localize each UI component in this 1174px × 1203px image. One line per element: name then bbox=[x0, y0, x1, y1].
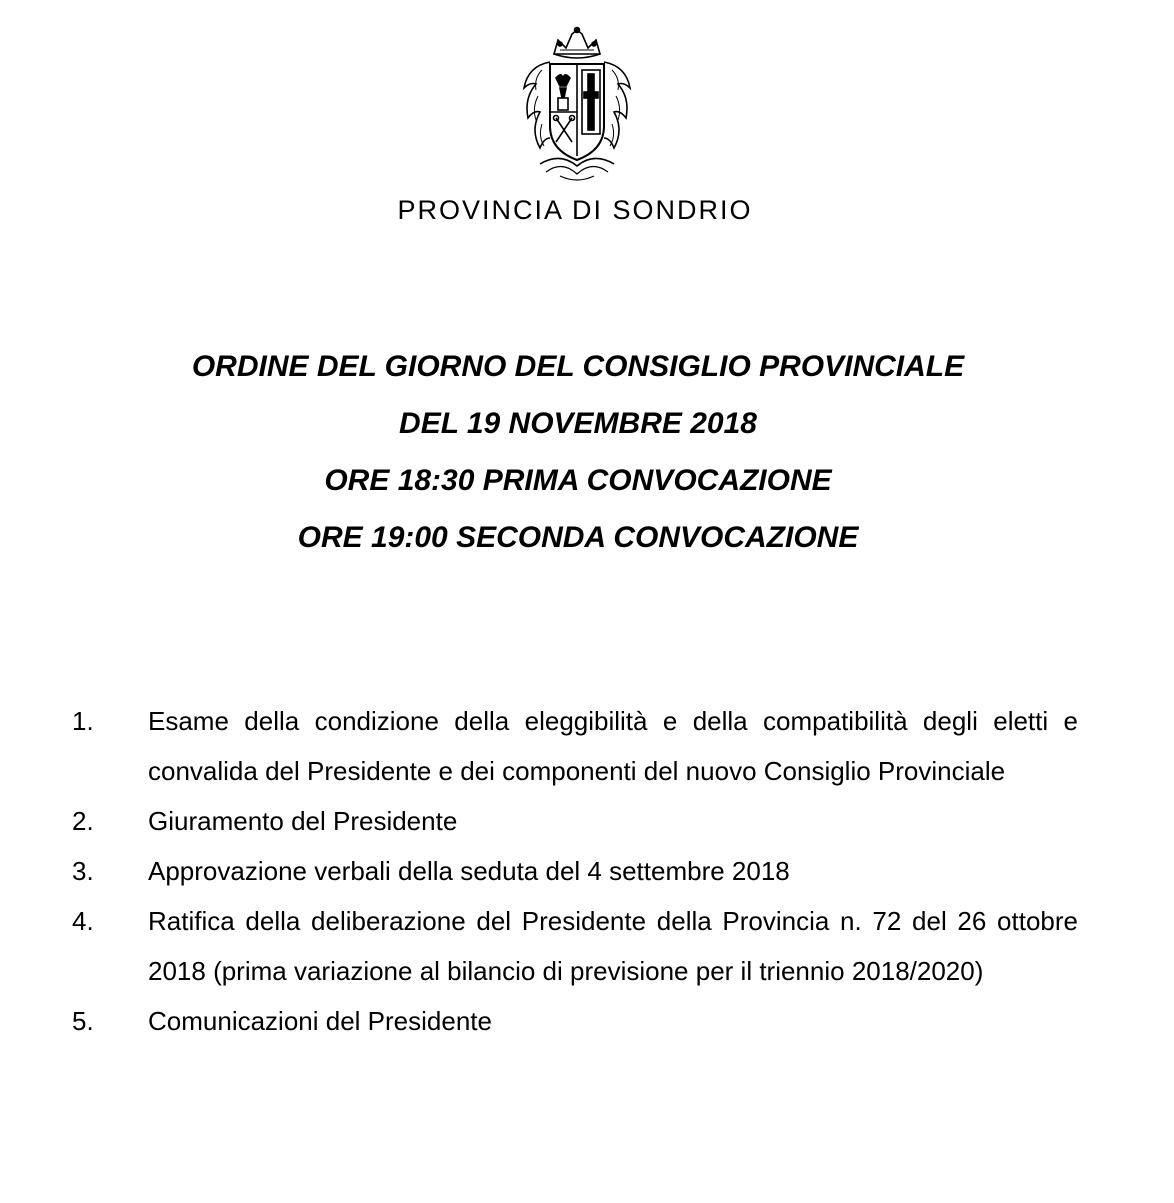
item-number: 5. bbox=[72, 1006, 94, 1036]
agenda-item bbox=[72, 846, 1078, 896]
province-name: PROVINCIA DI SONDRIO bbox=[397, 195, 753, 225]
item-number: 4. bbox=[72, 906, 94, 936]
item-number: 3. bbox=[72, 856, 94, 886]
agenda-item bbox=[72, 696, 1078, 796]
title-line-2: DEL 19 NOVEMBRE 2018 bbox=[399, 407, 757, 440]
agenda-item bbox=[72, 796, 1078, 846]
title-line-3: ORE 18:30 PRIMA CONVOCAZIONE bbox=[324, 464, 832, 497]
agenda-title bbox=[0, 338, 1156, 566]
item-text: Ratifica della deliberazione del Presidente della Provincia n. 72 del 26 ottobre 2018 (prima variazione al bilancio di previsione per il triennio 2018/2020) bbox=[148, 906, 1078, 986]
title-line-1: ORDINE DEL GIORNO DEL CONSIGLIO PROVINCIALE bbox=[191, 350, 965, 383]
agenda-item bbox=[72, 996, 1078, 1046]
item-text: Esame della condizione della eleggibilità e della compatibilità degli eletti e convalida del Presidente e dei componenti del nuovo Consiglio Provinciale bbox=[148, 706, 1078, 786]
coat-of-arms-icon bbox=[520, 26, 634, 184]
agenda-list bbox=[72, 696, 1078, 1046]
item-text: Comunicazioni del Presidente bbox=[148, 1006, 492, 1036]
item-text: Approvazione verbali della seduta del 4 settembre 2018 bbox=[148, 856, 790, 886]
item-number: 2. bbox=[72, 806, 94, 836]
title-line-4: ORE 19:00 SECONDA CONVOCAZIONE bbox=[297, 521, 859, 554]
item-number: 1. bbox=[72, 706, 94, 736]
item-text: Giuramento del Presidente bbox=[148, 806, 458, 836]
agenda-item bbox=[72, 896, 1078, 996]
